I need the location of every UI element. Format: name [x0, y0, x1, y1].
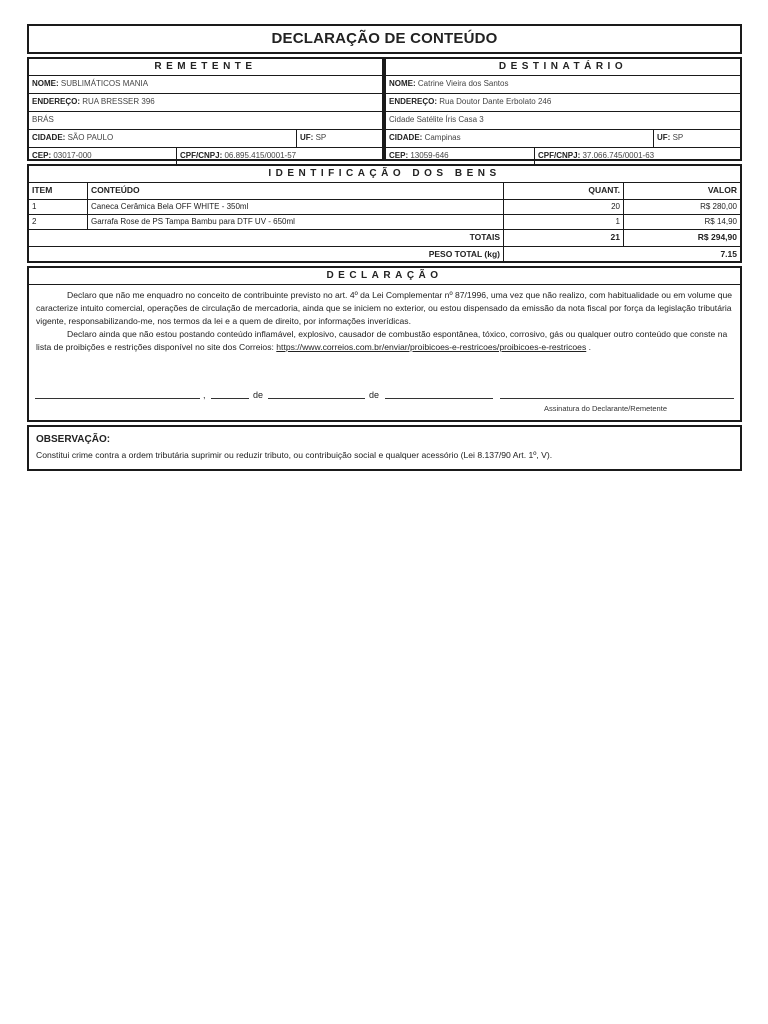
sender-uf: SP	[315, 133, 327, 142]
sender-address: RUA BRESSER 396	[82, 97, 155, 106]
recipient-complement-row	[386, 112, 740, 130]
sender-cep-row	[29, 148, 382, 165]
year-line[interactable]	[385, 398, 493, 399]
observation-title: OBSERVAÇÃO:	[36, 434, 111, 445]
sender-heading: REMETENTE	[29, 59, 382, 76]
de-separator-2: de	[369, 390, 380, 400]
col-item: ITEM	[29, 183, 88, 199]
declaration-paragraph-2-text: Declaro ainda que não estou postando conteúdo inflamável, explosivo, causador de combustão espontânea, tóxico, corrosivo, gás ou qualquer outro conteúdo que conste na lista de proibições e restrições disponível no site dos Correios:	[36, 329, 728, 352]
recipient-city-label: CIDADE:	[389, 133, 423, 142]
goods-heading: IDENTIFICAÇÃO DOS BENS	[29, 166, 740, 183]
sender-section	[27, 57, 384, 161]
month-line[interactable]	[268, 398, 365, 399]
weight-row	[29, 247, 740, 263]
observation-text: Constitui crime contra a ordem tributária suprimir ou reduzir tributo, ou contribuição social e qualquer acessório (Lei 8.137/90 Art. 1º, V).	[36, 450, 553, 460]
sender-complement-row	[29, 112, 382, 130]
recipient-city-row	[386, 130, 740, 148]
recipient-cep-label: CEP:	[389, 151, 409, 160]
col-quant: QUANT.	[504, 183, 624, 199]
sender-address-label: ENDEREÇO:	[32, 97, 81, 106]
sender-cep: 03017-000	[53, 151, 92, 160]
weight-value: 7.15	[720, 249, 737, 259]
sender-cep-label: CEP:	[32, 151, 52, 160]
recipient-complement: Cidade Satélite Íris Casa 3	[389, 115, 484, 124]
signature-line[interactable]	[500, 398, 734, 399]
recipient-cpf: 37.066.745/0001-63	[582, 151, 655, 160]
totals-quant: 21	[504, 230, 624, 246]
comma-separator: ,	[203, 390, 206, 400]
sender-city: SÃO PAULO	[67, 133, 114, 142]
sender-name-row	[29, 76, 382, 94]
de-separator-1: de	[253, 390, 264, 400]
document-title: DECLARAÇÃO DE CONTEÚDO	[27, 24, 742, 54]
declaration-heading: DECLARAÇÃO	[29, 268, 740, 285]
correios-link[interactable]: https://www.correios.com.br/enviar/proibicoes-e-restricoes/proibicoes-e-restricoes	[276, 342, 587, 352]
row-item: 2	[29, 215, 88, 229]
recipient-uf: SP	[672, 133, 684, 142]
sender-name: SUBLIMÁTICOS MANIA	[60, 79, 149, 88]
goods-header-row	[29, 183, 740, 200]
sender-complement: BRÁS	[32, 115, 54, 124]
sender-uf-label: UF:	[300, 133, 314, 142]
declaration-text	[29, 285, 740, 354]
recipient-name: Catrine Vieira dos Santos	[417, 79, 509, 88]
row-quant: 20	[504, 200, 624, 214]
col-conteudo: CONTEÚDO	[88, 183, 504, 199]
row-valor: R$ 14,90	[704, 217, 737, 226]
recipient-city: Campinas	[424, 133, 461, 142]
sender-address-row	[29, 94, 382, 112]
sender-city-label: CIDADE:	[32, 133, 66, 142]
row-item: 1	[29, 200, 88, 214]
recipient-cep: 13059-646	[410, 151, 449, 160]
sender-name-label: NOME:	[32, 79, 59, 88]
declaration-paragraph-2: Declaro ainda que não estou postando conteúdo inflamável, explosivo, causador de combustão espontânea, tóxico, corrosivo, gás ou qualquer outro conteúdo que conste na lista de proibições e restrições disponível no site dos Correios: https://www.correios.com.br/enviar/proibicoes-e-restricoes/proibicoes-e-restricoes .	[36, 329, 728, 352]
row-valor: R$ 280,00	[700, 202, 737, 211]
signature-label: Assinatura do Declarante/Remetente	[544, 404, 667, 413]
recipient-cpf-label: CPF/CNPJ:	[538, 151, 581, 160]
recipient-section	[384, 57, 742, 161]
table-row	[29, 200, 740, 215]
totals-valor: R$ 294,90	[697, 232, 737, 242]
recipient-address-label: ENDEREÇO:	[389, 97, 438, 106]
recipient-cep-row	[386, 148, 740, 165]
totals-label: TOTAIS	[29, 230, 504, 246]
observation-section	[27, 425, 742, 471]
totals-row	[29, 230, 740, 247]
row-quant: 1	[504, 215, 624, 229]
declaration-paragraph-1: Declaro que não me enquadro no conceito de contribuinte previsto no art. 4º da Lei Complementar nº 87/1996, uma vez que não realizo, com habitualidade ou em volume que caracterize intuito comercial, operações de circulação de mercadoria, ainda que se iniciem no exterior, ou estou dispensado da emissão da nota fiscal por força da legislação tributária vigente, responsabilizando-me, nos termos da lei e a quem de direito, por informações inverídicas.	[36, 290, 733, 326]
table-row	[29, 215, 740, 230]
day-line[interactable]	[211, 398, 249, 399]
row-conteudo: Caneca Cerâmica Bela OFF WHITE - 350ml	[88, 200, 504, 214]
sender-city-row	[29, 130, 382, 148]
place-line[interactable]	[35, 398, 200, 399]
recipient-name-row	[386, 76, 740, 94]
recipient-heading: DESTINATÁRIO	[386, 59, 740, 76]
recipient-address: Rua Doutor Dante Erbolato 246	[439, 97, 552, 106]
goods-section	[27, 164, 742, 263]
weight-label: PESO TOTAL (kg)	[29, 247, 504, 263]
sender-cpf: 06.895.415/0001-57	[224, 151, 297, 160]
col-valor: VALOR	[707, 185, 737, 195]
sender-cpf-label: CPF/CNPJ:	[180, 151, 223, 160]
recipient-name-label: NOME:	[389, 79, 416, 88]
recipient-address-row	[386, 94, 740, 112]
recipient-uf-label: UF:	[657, 133, 671, 142]
row-conteudo: Garrafa Rose de PS Tampa Bambu para DTF UV - 650ml	[88, 215, 504, 229]
